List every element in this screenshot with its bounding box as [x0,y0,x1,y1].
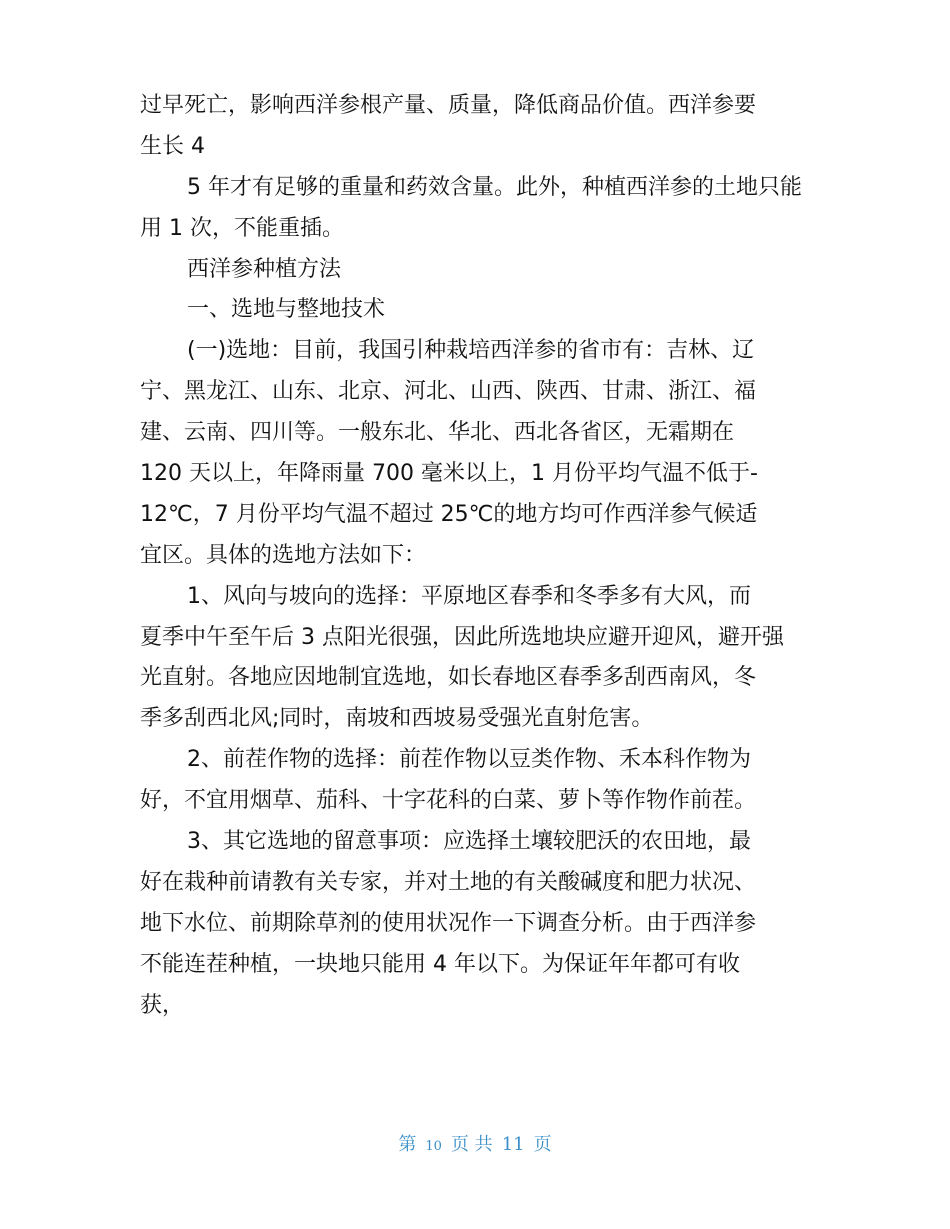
text-line: 1、风向与坡向的选择：平原地区春季和冬季多有大风，而 [187,583,751,609]
page-footer [0,1130,950,1156]
text-line: 12℃，7 月份平均气温不超过 25℃的地方均可作西洋参气候适 [140,501,758,527]
text-line: 不能连茬种植，一块地只能用 4 年以下。为保证年年都可有收 [140,951,740,977]
text-line: 宜区。具体的选地方法如下： [140,542,427,568]
text-line: 宁、黑龙江、山东、北京、河北、山西、陕西、甘肃、浙江、福 [140,379,757,405]
footer-suffix: 页 [533,1134,552,1155]
text-line: 120 天以上，年降雨量 700 毫米以上，1 月份平均气温不低于- [140,461,758,487]
document-body [140,86,820,1026]
total-page-number: 11 [501,1134,525,1155]
text-line: 好，不宜用烟草、茄科、十字花科的白菜、萝卜等作物作前茬。 [140,788,757,814]
text-line: 建、云南、四川等。一般东北、华北、西北各省区，无霜期在 [140,420,735,446]
footer-prefix: 第 [398,1134,417,1155]
footer-middle: 页 共 [450,1134,493,1155]
current-page-number: 10 [425,1139,442,1154]
text-line: 获， [140,992,185,1018]
text-line: (一)选地：目前，我国引种栽培西洋参的省市有：吉林、辽 [187,338,755,364]
text-line: 好在栽种前请教有关专家，并对土地的有关酸碱度和肥力状况、 [140,869,757,895]
text-line: 生长 4 [140,133,205,159]
section-heading: 西洋参种植方法 [187,256,342,282]
text-line: 2、前茬作物的选择：前茬作物以豆类作物、禾本科作物为 [187,747,751,773]
text-line: 夏季中午至午后 3 点阳光很强，因此所选地块应避开迎风，避开强 [140,624,784,650]
text-line: 5 年才有足够的重量和药效含量。此外，种植西洋参的土地只能 [187,174,802,200]
text-line: 地下水位、前期除草剂的使用状况作一下调查分析。由于西洋参 [140,910,757,936]
subsection-heading: 一、选地与整地技术 [187,297,386,323]
text-line: 用 1 次，不能重插。 [140,215,344,241]
text-line: 光直射。各地应因地制宜选地，如长春地区春季多刮西南风，冬 [140,665,757,691]
text-line: 过早死亡，影响西洋参根产量、质量，降低商品价值。西洋参要 [140,93,757,118]
text-line: 季多刮西北风;同时，南坡和西坡易受强光直射危害。 [140,706,654,732]
text-line: 3、其它选地的留意事项：应选择土壤较肥沃的农田地，最 [187,829,751,855]
